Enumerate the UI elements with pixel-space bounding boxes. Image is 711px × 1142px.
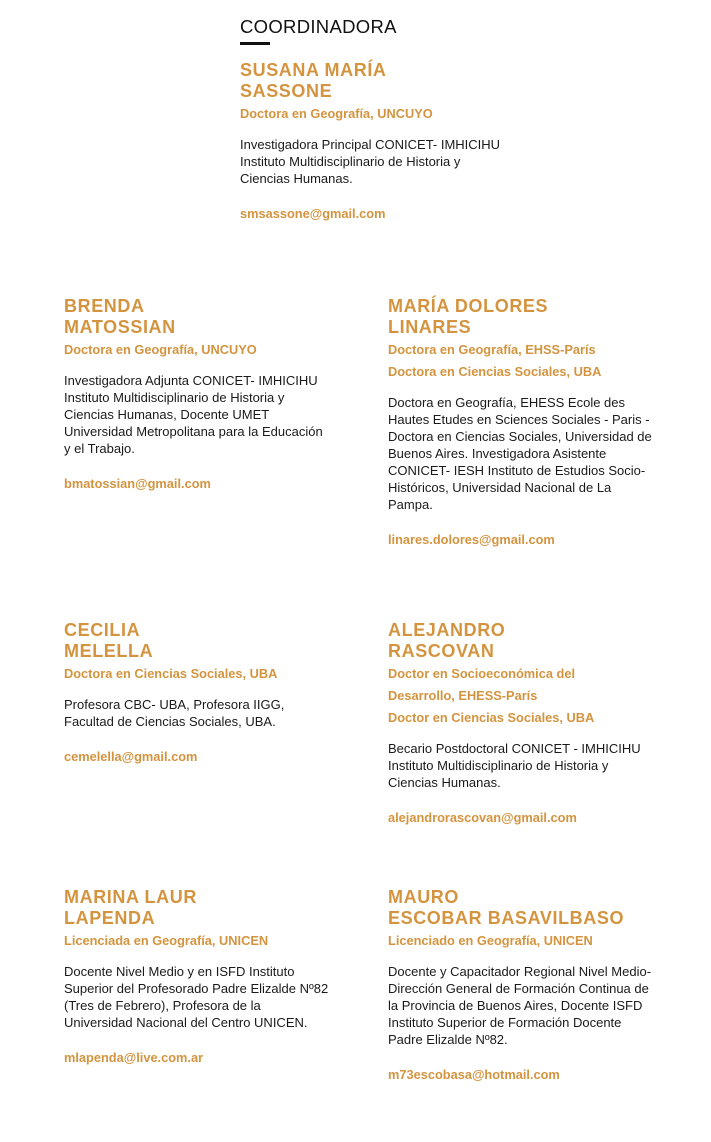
name-line-2: ESCOBAR BASAVILBASO (388, 908, 625, 928)
member-profile (64, 620, 329, 765)
section-heading: COORDINADORA (240, 16, 397, 37)
bio-text: Investigadora Adjunta CONICET- IMHICIHU Instituto Multidisciplinario de Historia y Ciencias Humanas, Docente UMET Universidad Metropolitana para la Educación y el Trabajo. (64, 373, 323, 456)
name-line-1: MAURO (388, 887, 459, 907)
degree: Licenciado en Geografía, UNICEN (388, 933, 593, 948)
degree: Doctora en Geografía, EHSS-París (388, 342, 596, 357)
bio-text: Profesora CBC- UBA, Profesora IIGG, Facultad de Ciencias Sociales, UBA. (64, 697, 285, 729)
name-line-2: LAPENDA (64, 908, 156, 928)
person-name (64, 620, 329, 662)
person-name (388, 620, 653, 662)
member-profile (64, 887, 329, 1066)
degree: Licenciada en Geografía, UNICEN (64, 933, 269, 948)
bio-text: Docente Nivel Medio y en ISFD Instituto Superior del Profesorado Padre Elizalde Nº82 (Tres de Febrero), Profesora de la Universidad Nacional del Centro UNICEN. (64, 964, 329, 1030)
name-line-1: CECILIA (64, 620, 141, 640)
member-profile (388, 887, 658, 1083)
name-line-2: SASSONE (240, 81, 333, 101)
email-link[interactable]: smsassone@gmail.com (240, 206, 386, 221)
degree: Doctora en Ciencias Sociales, UBA (64, 666, 278, 681)
bio-text: Doctora en Geografía, EHESS Ecole des Hautes Etudes en Sciences Sociales - Paris - Doctora en Ciencias Sociales, Universidad de Buenos Aires. Investigadora Asistente CONICET- IESH Instituto de Estudios Socio- Históricos, Universidad Nacional de La Pampa. (388, 395, 652, 512)
email-link[interactable]: m73escobasa@hotmail.com (388, 1067, 560, 1082)
degree-list (64, 663, 329, 684)
email-link[interactable]: mlapenda@live.com.ar (64, 1050, 204, 1065)
member-profile (64, 296, 329, 492)
person-name (64, 887, 329, 929)
email-link[interactable]: cemelella@gmail.com (64, 749, 198, 764)
email-link[interactable]: linares.dolores@gmail.com (388, 532, 555, 547)
name-line-1: MARÍA DOLORES (388, 296, 549, 316)
degree-list (64, 339, 329, 360)
bio-text: Docente y Capacitador Regional Nivel Medio- Dirección General de Formación Continua de la Provincia de Buenos Aires, Docente ISFD Instituto Superior de Formación Docente Padre Elizalde Nº82. (388, 964, 652, 1047)
person-name (64, 296, 329, 338)
degree: Doctora en Geografía, UNCUYO (240, 106, 433, 121)
degree-list (388, 339, 653, 382)
name-line-1: BRENDA (64, 296, 145, 316)
name-line-2: MELELLA (64, 641, 154, 661)
person-name (388, 296, 653, 338)
name-line-2: RASCOVAN (388, 641, 495, 661)
name-line-2: LINARES (388, 317, 472, 337)
degree-list (64, 930, 329, 951)
degree: Doctor en Socioeconómica del (388, 666, 576, 681)
coordinator-profile (240, 60, 510, 222)
member-profile (388, 620, 653, 826)
degree: Doctora en Ciencias Sociales, UBA (388, 364, 602, 379)
heading-underline (240, 42, 270, 45)
degree-list (388, 663, 653, 728)
name-line-1: MARINA LAUR (64, 887, 197, 907)
person-name (240, 60, 510, 102)
member-profile (388, 296, 653, 548)
bio-text: Becario Postdoctoral CONICET - IMHICIHU Instituto Multidisciplinario de Historia y Ciencias Humanas. (388, 741, 641, 790)
bio-text: Investigadora Principal CONICET- IMHICIHU Instituto Multidisciplinario de Historia y Ciencias Humanas. (240, 137, 501, 186)
name-line-1: ALEJANDRO (388, 620, 506, 640)
person-name (388, 887, 658, 929)
degree: Doctor en Ciencias Sociales, UBA (388, 710, 595, 725)
degree-list (240, 103, 510, 124)
degree-list (388, 930, 658, 951)
email-link[interactable]: alejandrorascovan@gmail.com (388, 810, 577, 825)
degree: Desarrollo, EHESS-París (388, 688, 538, 703)
name-line-2: MATOSSIAN (64, 317, 176, 337)
name-line-1: SUSANA MARÍA (240, 60, 387, 80)
email-link[interactable]: bmatossian@gmail.com (64, 476, 211, 491)
degree: Doctora en Geografía, UNCUYO (64, 342, 257, 357)
